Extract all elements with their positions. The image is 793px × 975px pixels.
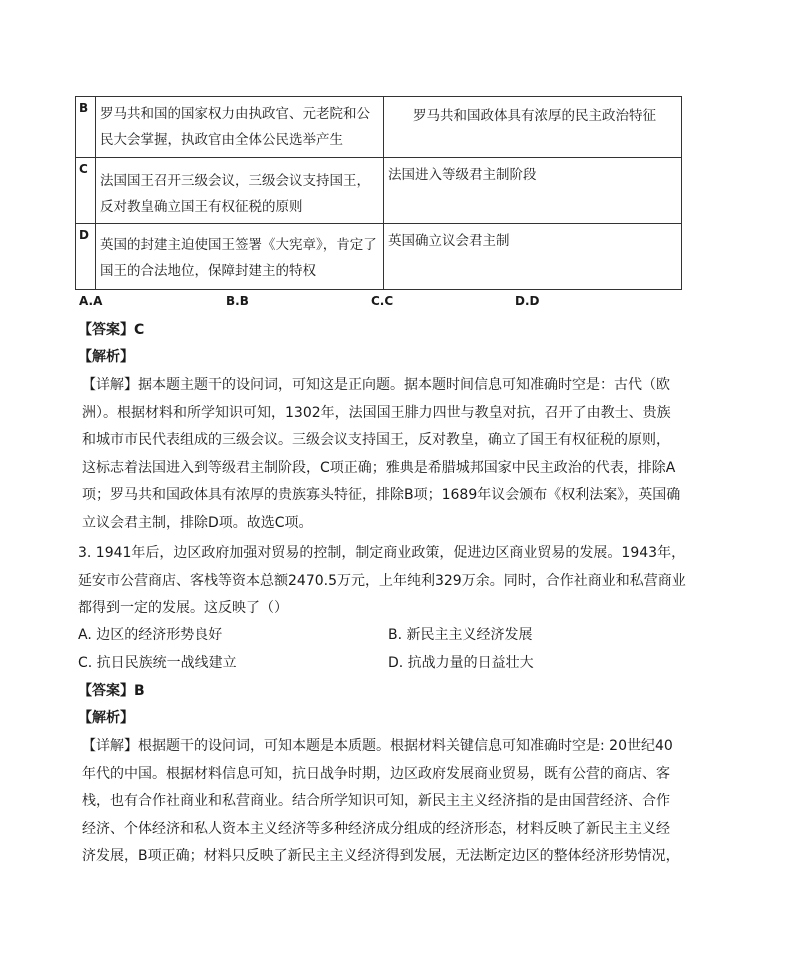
table-row (76, 97, 682, 158)
q3-analysis-label: 【解析】 (78, 710, 134, 726)
table-row (76, 158, 682, 224)
choice-a: A.A (79, 294, 103, 308)
row-conclusion: 罗马共和国政体具有浓厚的民主政治特征 (413, 108, 656, 124)
q3-option-a: A. 边区的经济形势良好 (78, 627, 223, 643)
row-statement: 英国的封建主迫使国王签署《大宪章》，肯定了国王的合法地位，保障封建主的特权 (100, 237, 377, 279)
q3-option-b: B. 新民主主义经济发展 (388, 627, 533, 643)
choice-b: B.B (226, 294, 249, 308)
q2-analysis-label: 【解析】 (78, 349, 134, 365)
row-label: B (76, 97, 96, 158)
q3-detail: 【详解】根据题干的设问词，可知本题是本质题。根据材料关键信息可知准确时空是: 20世纪40年代的中国。根据材料信息可知，抗日战争时期，边区政府发展商业贸易，既有公营的商店、客栈，也有合作社商业和私营商业。结合所学知识可知，新民主主义经济指的是由国营经济、合作经济、个体经济和私人资本主义经济等多种经济成分组成的经济形态，材料反映了新民主主义经济发展，B项正确；材料只反映了新民主主义经济得到发展，无法断定边区的整体经济形势情况， (82, 738, 680, 864)
row-label: C (76, 158, 96, 224)
choice-d: D.D (515, 294, 540, 308)
options-table (75, 96, 682, 290)
row-statement: 法国国王召开三级会议，三级会议支持国王，反对教皇确立国王有权征税的原则 (100, 173, 370, 215)
q2-detail: 【详解】据本题主题干的设问词，可知这是正向题。据本题时间信息可知准确时空是：古代（欧洲）。根据材料和所学知识可知，1302年，法国国王腓力四世与教皇对抗，召开了由教士、贵族和城市市民代表组成的三级会议。三级会议支持国王，反对教皇，确立了国王有权征税的原则，这标志着法国进入到等级君主制阶段，C项正确；雅典是希腊城邦国家中民主政治的代表，排除A项；罗马共和国政体具有浓厚的贵族寡头特征，排除B项；1689年议会颁布《权利法案》，英国确立议会君主制，排除D项。故选C项。 (82, 377, 681, 531)
row-conclusion: 法国进入等级君主制阶段 (388, 167, 537, 183)
choice-c: C.C (371, 294, 394, 308)
row-conclusion: 英国确立议会君主制 (388, 233, 510, 249)
q2-answer: 【答案】C (78, 322, 145, 338)
q3-stem: 3. 1941年后，边区政府加强对贸易的控制，制定商业政策，促进边区商业贸易的发展。1943年，延安市公营商店、客栈等资本总额2470.5万元，上年纯利329万余。同时，合作社商业和私营商业都得到一定的发展。这反映了（） (78, 545, 686, 616)
table-row (76, 224, 682, 290)
q3-option-c: C. 抗日民族统一战线建立 (78, 655, 237, 671)
row-statement: 罗马共和国的国家权力由执政官、元老院和公民大会掌握，执政官由全体公民选举产生 (100, 106, 370, 148)
q3-option-d: D. 抗战力量的日益壮大 (388, 655, 534, 671)
row-label: D (76, 224, 96, 290)
q3-answer: 【答案】B (78, 683, 145, 699)
